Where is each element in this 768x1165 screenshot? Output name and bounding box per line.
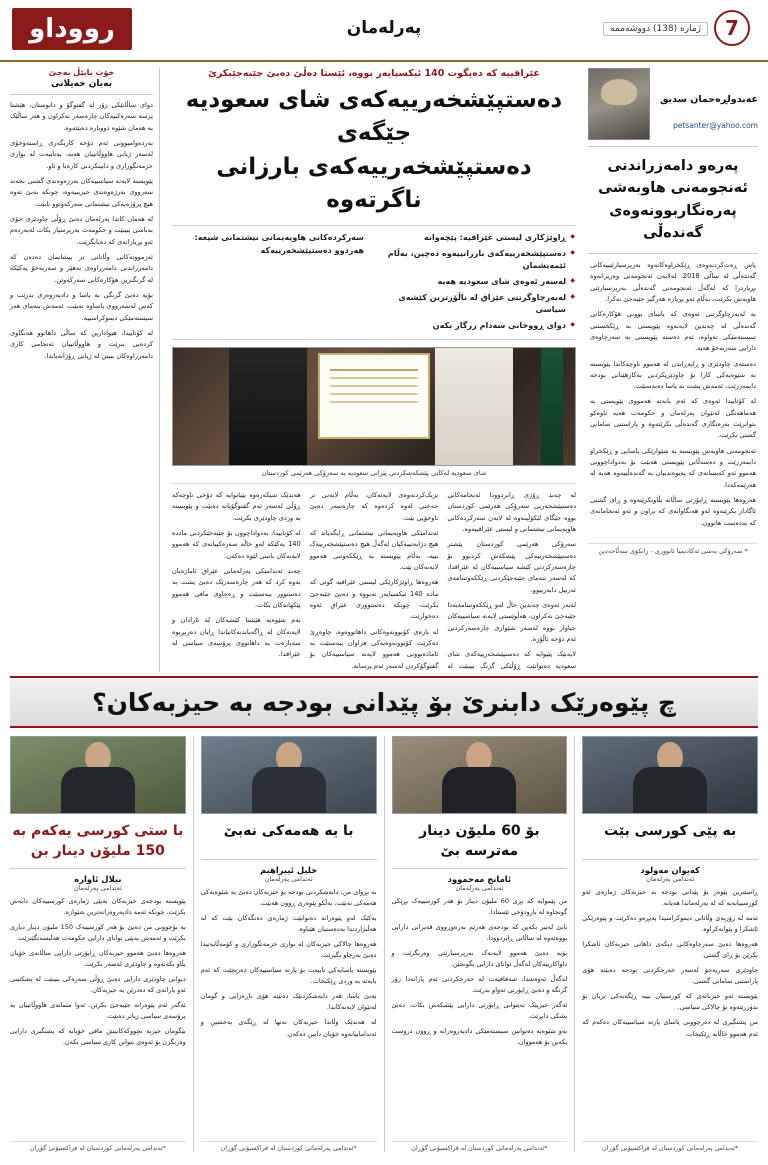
quote-paragraph: لەگەڵ ئەوەشدا، شەفافیەت لە خەرجکردنی ئەم پارانەدا زۆر گرنگە و دەبێ ڕاپۆرتی تەواو بدرێت. xyxy=(391,974,568,994)
quote-paragraph: من پێموایە کە بڕی 60 ملیۆن دینار بۆ هەر کورسییەک بڕێکی گونجاوە لە بارودۆخی ئێستادا. xyxy=(391,896,568,916)
columnist-header xyxy=(588,68,758,147)
quote-paragraph: هەروەها دەبێ سەرچاوەکانی دیکەی داهاتی حیزبەکان ئاشکرا بکرێن بۆ ڕای گشتی. xyxy=(582,940,758,960)
editorial-paragraph: هەروەها پێویستە ڕاپۆرتی ساڵانە بڵاوبکرێتەوە و ڕای گشتی ئاگادار بکرێتەوە لەو هەنگاوانەی کە نراون و ئەو ئەنجامانەی کە بەدەست هاتوون. xyxy=(590,496,756,527)
lead-story xyxy=(168,68,580,672)
quote-speaker-role: ئەندامی پەرلەمان xyxy=(455,883,504,892)
quote-paragraph: یەکێک لەو پێوەرانە دەتوانێت ژمارەی دەنگەکان بێت کە لە هەڵبژاردندا بەدەستیان هێناوە. xyxy=(200,914,377,934)
quote-card xyxy=(201,736,377,1152)
newspaper-logo: رووداو xyxy=(12,8,132,50)
editorial-paragraph: لە کۆتاییدا ئەوەی کە ئەم بابەتە هەمووی پێویستی بە هەماهەنگی لەنێوان پەرلەمان و حکومەت هەیە تاوەکو بتوانرێت بەرەنگاری گەندەڵی بکرێتەوە و پاراستنی سامانی گشتی بکرێت. xyxy=(590,397,756,440)
quote-signature: *ئەندامی پەرلەمانی کوردستان لە فراکسیۆنی گۆڕان xyxy=(10,1141,186,1152)
top-section xyxy=(0,62,768,672)
column-divider xyxy=(384,736,385,1152)
quote-paragraph: پێویستە ئەو حیزبانەی کە کورسییان نییە ڕێگەیەکی تریان بۆ بدۆزرێتەوە بۆ چالاکی سیاسی. xyxy=(582,992,758,1012)
quote-paragraph: بەو شێوەیە دەتوانین سیستەمێکی دادپەروەرانە و ڕوون دروست بکەین بۆ هەمووان. xyxy=(391,1027,568,1047)
opinion-paragraph: بەردەوامبوونی ئەم دۆخە کاریگەری ڕاستەوخۆی لەسەر ژیانی هاووڵاتییان هەیە، بەتایبەت لە بواری خزمەتگوزاری و دابینکردنی کارەبا و ئاو. xyxy=(10,138,153,170)
lead-photo-caption: شای سعودیە لەکاتی پێشکەشکردنی پێزانی سعودیە بە سەرۆکی هەرێمی کوردستان xyxy=(172,466,576,484)
quote-speaker-role: ئەندامی پەرلەمان xyxy=(264,875,313,883)
editorial-paragraph: ئەنجومەنی هاوبەش پێویستە بە شێوازێکی یاسایی و ڕێکخراو دابمەزرێت و دەسەڵاتی پێویستی هەبێت بۆ بەدواداچوونی هەموو ئەو کەیسانەی کە پەیوەندییان بە گەندەڵییەوە هەیە لە هەرێمەکەدا. xyxy=(590,446,756,489)
deck-bullet: ◆ ڕاوێژکاری لیستی عێراقیە: پێچەوانە xyxy=(374,231,566,244)
column-divider xyxy=(574,736,575,1152)
section-title: پەرلەمان xyxy=(346,18,422,38)
page-number-badge: 7 xyxy=(714,10,750,46)
lead-headline-line2: دەستپێشخەرییەکەی بارزانی ناگرتەوە xyxy=(216,153,532,214)
lead-headline-line1: دەستپێشخەرییەکەی شای سعودیە جێگەی xyxy=(185,87,563,147)
quote-paragraph: بە بڕوای من، دابەشکردنی بودجە بۆ حیزبەکان دەبێ بە شێوەیەکی هەمەکی نەبێت، بەڵکو پێوەری ڕوون هەبێت. xyxy=(200,888,377,908)
quote-card xyxy=(582,736,758,1152)
quote-body xyxy=(10,896,186,1138)
opinions-grid xyxy=(0,728,768,1158)
quote-paragraph: نابێ لەبیر بکەین کە بودجەی هەرێم بەرەوڕووی قەیرانی دارایی بووەتەوە لە ساڵانی ڕابردوودا. xyxy=(391,922,568,942)
editorial-paragraph: دەستەی چاودێری و ڕاپەڕاندن لە هەموو ناوچەکاندا پێویستە بە شێوەیەکی کارا بۆ چاودێریکردنی بەکارهێنانی بودجە دابمەزرێت، ئەمەش پشت بە یاسا دەبەستێت. xyxy=(590,359,756,391)
lead-paragraph: لەبەر ئەوەی چەندین خاڵ لەو ڕێککەوتننامەیەدا جێبەجێ نەکراون، هەڵوێستی لایەنە سیاسییەکان جیاواز بووە لەسەر شێوازی چارەسەرکردنی ئەم دۆخە ئاڵۆزە. xyxy=(447,601,576,644)
quote-paragraph: ئەگەر ئەم پێوەرانە جێبەجێ بکرێن، ئەوا متمانەی هاووڵاتییان بە پرۆسەی سیاسی زیاتر دەبێت. xyxy=(10,1000,186,1021)
flag-stand xyxy=(541,347,563,465)
quote-paragraph: بەبێ یاسا، هەر دابەشکردنێک دەبێتە هۆی ناڕەزایی و گومان لەنێوان لایەنەکاندا. xyxy=(200,992,377,1012)
lead-paragraph: بەم شێوەیە هێشتا کێشەکان لە ئارادان و لایەنەکان لە ڕاگەیاندنەکانیاندا ڕایان دەربڕیوە سەبارەت بە داهاتووی پرۆسەی سیاسی لە عێراقدا. xyxy=(172,616,301,659)
lead-headline xyxy=(172,84,576,217)
masthead xyxy=(0,0,768,62)
quote-headline: با یە هەمەکی نەبێ xyxy=(201,814,377,860)
portrait-body xyxy=(252,767,326,813)
lead-paragraph: هەندێک شیکەرەوە پێیانوایە کە دۆخی ناوچەکە ڕۆڵی لەسەر ئەم گفتوگۆیانە دەبێت و پێویستە بە وردی چاودێری بکرێت. xyxy=(172,491,301,522)
quote-paragraph: هەروەها چالاکی حیزبەکان لە بواری خزمەتگوزاری و کۆمەڵایەتیدا دەبێ بەرچاو بگیرێت. xyxy=(200,940,377,960)
quote-paragraph: بۆیە دەبێ هەموو لایەنەک بەرپرسیارێتی وەربگرێت و داواکارییەکان لەگەڵ توانای دارایی بگونجێن. xyxy=(391,948,568,968)
portrait-body xyxy=(442,767,516,813)
opinion-paragraph: بۆیە دەبێ گرنگی بە یاسا و دادپەروەری بدرێت و کەس لەسەرووی یاساوە نەبێت، ئەمەش بنەمای هەر سیستەمێکی دیموکراسییە. xyxy=(10,290,153,322)
quote-paragraph: پێویستە یاسایەکی تایبەت بۆ پارتە سیاسییەکان دەربچێت کە ئەم بابەتە بە وردی ڕێکبخات. xyxy=(200,966,377,986)
quote-portrait xyxy=(201,736,377,814)
lead-paragraph: هەروەها ڕاوێژکارێکی لیستی عێراقیە گوتی کە مادە 140 ئیکسپایەر نەبووە و دەبێ جێبەجێ بکرێت، چونکە دەستووری عێراق ئەوە دەخوازێت. xyxy=(309,578,439,621)
quote-paragraph: بە بۆچوونی من دەبێ بۆ هەر کورسییەک 150 ملیۆن دینار دیاری بکرێت و ئەمەش بەپێی توانای دارایی حکومەت هەڵبسەنگێنرێت. xyxy=(10,922,186,942)
quote-paragraph: ڕاستترین پێوەر بۆ پێدانی بودجە بە حیزبەکان ژمارەی ئەو کورسییانەیە کە لە پەرلەماندا هەیانە. xyxy=(582,888,758,908)
portrait-body xyxy=(633,767,707,813)
quote-signature: *ئەندامی پەرلەمانی کوردستان لە فراکسیۆنی گۆڕان xyxy=(582,1141,758,1152)
opinion-paragraph: دوای ساڵانێکی زۆر لە گفتوگۆ و دانوستان، هێشتا پرسە سەرەکییەکان چارەسەر نەکراون و هەر ساڵێک بە هەمان شێوە دووبارە دەبێتەوە. xyxy=(10,101,153,132)
opinion-paragraph: پێویستە لایەنە سیاسییەکان بەرژەوەندی گشتی بخەنە سەرووی بەرژەوەندی حیزبییەوە، چونکە بەبێ ئەوە هیچ پرۆژەیەکی نیشتمانی سەرکەوتوو نابێت. xyxy=(10,176,153,208)
lead-kicker: عێراقییە کە دەیگوت 140 ئیکسپایەر بووە، ئێستا دەڵێ دەبێ جێبەجێبکرێ xyxy=(208,68,540,79)
banner-question: چ پێوەرێک دابنرێ بۆ پێدانی بودجە بە حیزبەکان؟ xyxy=(92,687,676,717)
portrait-body xyxy=(61,767,135,813)
quote-body xyxy=(582,887,758,1138)
quote-portrait xyxy=(392,736,568,814)
quote-speaker-name: خلیل ئیبراهیم xyxy=(260,865,318,875)
lead-deck-bullets xyxy=(374,231,576,334)
quote-headline: بە پێی کورسی بێت xyxy=(582,814,758,860)
quote-paragraph: بێگومان حیزبە بچووکەکانیش مافی خۆیانە کە پشتگیری دارایی وەربگرن بۆ ئەوەی بتوانن کاری سیاسی بکەن. xyxy=(10,1027,186,1047)
quote-portrait xyxy=(582,736,758,814)
quote-speaker-name: کەیوان مەولود xyxy=(640,865,700,875)
quote-paragraph: دیوانی چاودێری دارایی دەبێ ڕۆڵی سەرەکی ببینێت لە پشکنینی ئەو پارانەی کە دەدرێن بە حیزبەکان. xyxy=(10,974,186,994)
quote-paragraph: لە هەندێک وڵاتدا حیزبەکان تەنها لە ڕێگەی بەخشین و ئەندامانیانەوە خۆیان دابین دەکەن. xyxy=(200,1018,377,1038)
lead-paragraph: لە کۆتاییدا، بەدواداچوون بۆ جێبەجێکردنی ماددە 140 یەکێکە لەو خاڵە سەرەکییانەی کە هەموو لایەنەکان باسی لێوە دەکەن. xyxy=(172,529,301,560)
quote-speaker-role: ئەندامی پەرلەمان xyxy=(646,875,695,883)
lead-body xyxy=(172,484,576,672)
quote-portrait xyxy=(10,736,186,814)
person-right xyxy=(435,347,513,465)
lead-paragraph: لایەنێک پێیوایە کە دەستپێشخەرییەکەی شای سعودیە دەتوانێت ڕۆڵێکی گرنگ ببینێت لە نزیک‌کردنەوەی لایەنەکان، بەڵام لایەنی تر جەختی لەوە کردەوە کە چارەسەر دەبێ ناوخۆیی بێت. xyxy=(309,491,576,670)
quote-paragraph: چاودێری سەربەخۆ لەسەر خەرجکردنی بودجە دەبێتە هۆی پاراستنی سامانی گشتی. xyxy=(582,966,758,986)
editorial-signature: * سەرۆکی بەشی ئەکادیمیا ئابووری - زانکۆی سەڵاحەدین xyxy=(588,543,758,555)
quote-speaker-role: ئەندامی پەرلەمان xyxy=(73,883,122,892)
lead-deck-right: سەرکردەکانی هاوپەیمانی نیشتمانی شیعە: هەردوو دەستپێشخەرییەکە xyxy=(194,232,364,255)
person-left xyxy=(229,347,307,465)
opinion-paragraph: لە کۆتاییدا، هیوادارین کە ساڵی داهاتوو هەنگاوی کردەیی بنرێت و هاووڵاتییان ئەنجامی کاری دامەزراوەکان ببینن لە ژیانی ڕۆژانەیاندا. xyxy=(10,328,153,360)
quote-card xyxy=(10,736,186,1152)
editorial-paragraph: پاش ڕەت‌کردنەوەی ڕێکخراوەکانەوە بەرپرسیارێتییەکانی گەندەڵی لە سالّی 2018، لەلایەن ئەنجومەنی وەزیرانەوە بڕیاردرا کە لەگەڵ ئەنجومەنی گەندەڵی بەرپرسیارێتی هاوبەش بکرێت، بەڵام ئەو بڕیارە هەرگیز جێبەجێ نەکرا. xyxy=(590,260,756,303)
quote-headline: بۆ 60 ملیۆن دینار مەترسە بێ xyxy=(392,814,568,869)
divider xyxy=(10,94,153,95)
deck-bullet: ◆ دوای ڕووخانی سەدام زرگار بکەن xyxy=(374,319,566,332)
opinion-column xyxy=(10,68,160,672)
column-divider xyxy=(193,736,194,1152)
columnist-portrait xyxy=(588,68,650,140)
quote-body xyxy=(392,896,568,1138)
quote-paragraph: پێویستە بودجەی حیزبەکان بەپێی ژمارەی کورسییەکان دابەش بکرێت، چونکە ئەمە دادپەروەرانەترین شێوازە. xyxy=(10,896,186,916)
lead-photo xyxy=(172,347,576,466)
lead-deck xyxy=(172,225,576,340)
quote-paragraph: ئەمە لە زۆربەی وڵاتانی دیموکراسیدا پەیڕەو دەکرێت و پێوەرێکی ئاشکرا و پێوانەکراوە. xyxy=(582,914,758,934)
opinion-eyebrow: خۆت بابێڵ بەجێ xyxy=(48,68,115,77)
question-banner xyxy=(10,676,758,728)
editorial-column xyxy=(588,68,758,672)
columnist-meta xyxy=(656,68,758,130)
columnist-email: petsanter@yahoo.com xyxy=(673,121,758,130)
opinion-paragraph: ئەزموونەکانی وڵاتانی تر پیشانمان دەدەن کە دامەزراندنی دامەزراوەی بەهێز و سەربەخۆ یەکێکە لە گرنگترین هۆکارەکانی سەرکەوتن. xyxy=(10,252,153,284)
issue-label: ژمارە (138) دووشەممە xyxy=(603,22,708,36)
lead-paragraph: سەرۆکی هەرێمی کوردستان پێشتر دەستپێشخەرییەکی پێشکەش کردبوو بۆ چارەسەرکردنی کێشە سیاسییەکان لە عێراقدا، کە لەسەر بنەمای جێبەجێکردنی ڕێککەوتننامەی ئەربیل دابەزیبوو. xyxy=(447,540,576,594)
quote-signature: *ئەندامی پەرلەمانی کوردستان لە فراکسیۆنی گۆڕان xyxy=(392,1141,568,1152)
lead-paragraph: ئەندامێکی هاوپەیمانی نیشتمانی ڕایگەیاند کە هیچ دژایەتییەکیان لەگەڵ هیچ دەستپێشخەرییەک نییە، بەڵام پێویستە بە ڕێککەوتنی هەموو لایەنەکان بێت. xyxy=(309,529,439,572)
editorial-body xyxy=(588,254,758,539)
deck-bullet: ◆ لەسەر ئەوەی شای سعودیە هەیە xyxy=(374,275,566,288)
quote-body xyxy=(201,887,377,1138)
editorial-paragraph: بە لەبەرچاوگرتنی ئەوەی کە یاسای بوونی هۆکارەکانی گەندەڵی لە چەندین لایەنەوە پێویستی بە ڕێکخستنی سیستەمێکی تەواوە، ئەم دەستە پێویستی بە سەرچاوەی دارایی سەربەخۆ هەیە. xyxy=(590,310,756,353)
quote-speaker-name: بیلال ئاوارە xyxy=(74,873,122,884)
quote-signature: *ئەندامی پەرلەمانی کوردستان لە فراکسیۆنی گۆڕان xyxy=(201,1141,377,1152)
quote-paragraph: هەروەها دەبێ هەموو حیزبەکان ڕاپۆرتی دارایی ساڵانەی خۆیان بڵاو بکەنەوە و چاودێری لەسەر بکرێت. xyxy=(10,948,186,968)
quote-speaker-name: ئامانج مەحموود xyxy=(447,873,512,884)
quote-paragraph: ئەگەر حیزبێک نەیتوانی ڕاپۆرتی دارایی پێشکەش بکات، دەبێ پشکی دابڕێت. xyxy=(391,1000,568,1021)
lead-paragraph: لە بارەی کۆبوونەوەکانی داهاتووەوە، چاوەڕێ دەکرێت کۆبوونەوەیەکی فراوان ببەستێت بە ئامادەبوونی هەموو لایەنە سیاسییەکان بۆ گفتوگۆکردن لەسەر ئەم پرسانە. xyxy=(309,627,439,670)
opinion-paragraph: لە هەمان کاتدا پەرلەمان دەبێ ڕۆڵی چاودێری خۆی بەباشی ببینێت و حکومەت بەرپرسیار بکات لەبەردەم ئەو بڕیارانەی کە دەیانگرێت. xyxy=(10,214,153,246)
lead-paragraph: چەند ئەندامێکی پەرلەمانی عێراق ئاماژەیان بەوە کرد کە هەر چارەسەرێک دەبێ پشت بە دەستوور ببەستێت و ڕەچاوی مافی هەموو پێکهاتەکان بکات. xyxy=(172,567,301,610)
quote-headline: با ستی کورسی یەکەم بە 150 ملیۆن دینار بن xyxy=(10,814,186,869)
editorial-title: پەرەو دامەزراندنی ئەنجومەنی هاوبەشی پەرەنگاربوونەوەی گەندەڵی xyxy=(588,147,758,254)
deck-bullet: ◆ دەستپێشخەرییەکەی بارزانییەوە دەچین، بەڵام ئێمەیشمان xyxy=(374,247,566,272)
opinion-author: بەیان خەیلانی xyxy=(50,79,113,89)
certificate-document xyxy=(318,353,430,439)
quote-card xyxy=(392,736,568,1152)
opinion-body xyxy=(10,100,153,362)
deck-bullet: ◆ لەبەرچاوگرتنی عێراق لە ناڵۆزترین کێشەی سیاسی xyxy=(374,291,566,316)
quote-paragraph: من پشتگیری لە دەرچوونی یاسای پارتە سیاسییەکان دەکەم کە ئەم هەموو خاڵانە ڕێکبخات. xyxy=(582,1018,758,1038)
lead-paragraph: لە چەند ڕۆژی ڕابردوودا ئەنجامەکانی دەستپێشخەریی سەرۆکی هەرێمی کوردستان بووە جێگای لێکۆڵینەوە لە لایەن سەرکردەکانی هاوپەیمانی نیشتمانی و لیستی عێراقییەوە. xyxy=(447,491,576,534)
columnist-name: عەبدولڕەحمان سدیق xyxy=(659,94,758,105)
